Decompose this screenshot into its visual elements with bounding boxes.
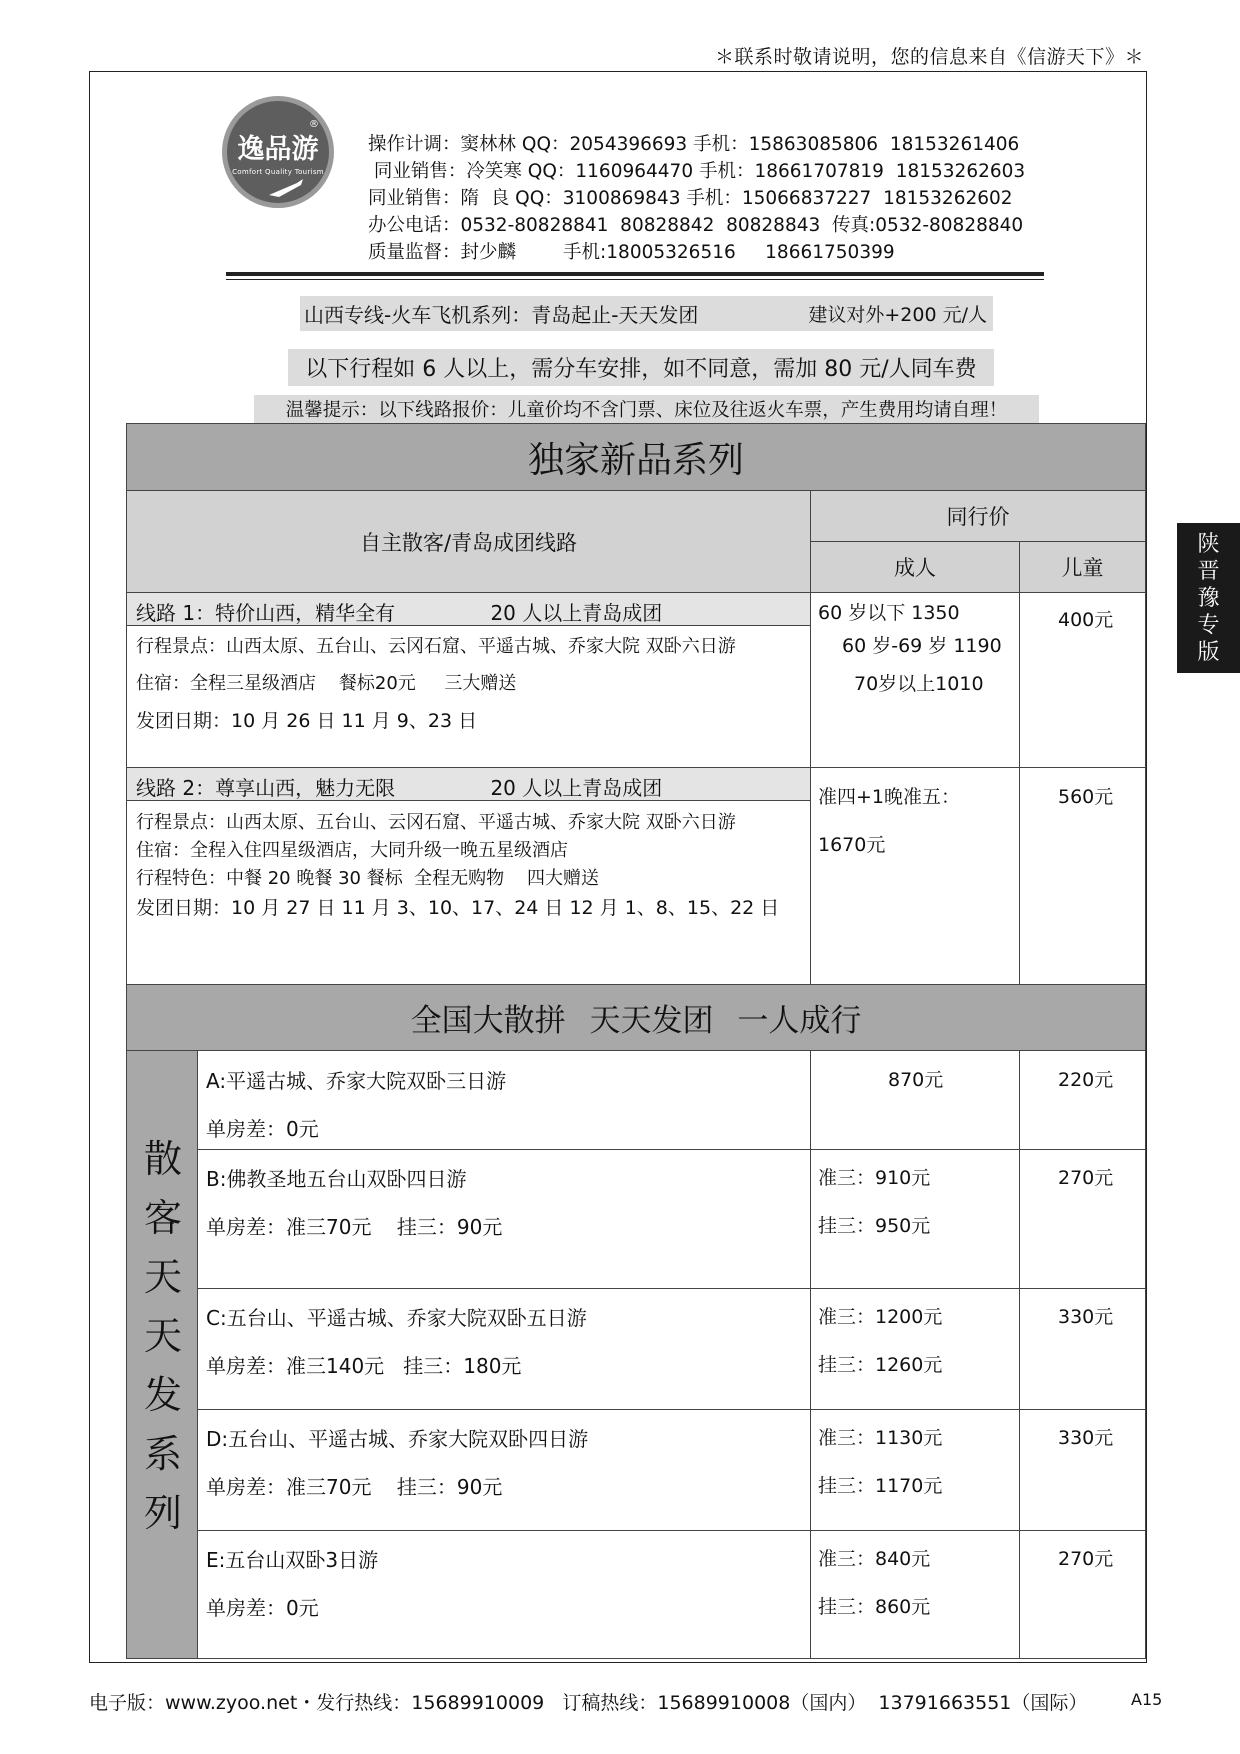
single-room-diff: 单房差：准三70元 挂三：90元 [206,1215,503,1239]
adult-price: 准三：840元 [818,1548,931,1570]
divider [226,272,1044,276]
route-line: 住宿：全程入住四星级酒店，大同升级一晚五星级酒店 [136,840,568,861]
side-tab-char: 晋 [1197,559,1220,584]
child-price: 270元 [1058,1548,1114,1570]
route-line: 发团日期：10 月 27 日 11 月 3、10、17、24 日 12 月 1、8、15、22 日 [136,897,780,919]
series-banner [300,296,993,331]
adult-price: 挂三：1170元 [818,1475,943,1497]
col-header-child: 儿童 [1019,541,1146,593]
plane-icon [267,177,307,199]
child-price: 330元 [1058,1427,1114,1449]
adult-price: 60 岁以下 1350 [818,602,960,624]
daily-route-name: E:五台山双卧3日游 [206,1548,379,1572]
route-head: 线路 1：特价山西，精华全有 20 人以上青岛成团 [136,601,663,625]
route-line: 住宿：全程三星级酒店 餐标20元 三大赠送 [136,673,517,694]
single-room-diff: 单房差：准三70元 挂三：90元 [206,1475,503,1499]
divider [226,279,1044,280]
single-room-diff: 单房差：准三140元 挂三：180元 [206,1354,522,1378]
section-title-daily: 全国大散拼 天天发团 一人成行 [126,984,1146,1051]
adult-price: 准三：910元 [818,1167,931,1189]
daily-route-name: B:佛教圣地五台山双卧四日游 [206,1167,467,1191]
footer-contacts: 电子版：www.zyoo.net・发行热线：15689910009 订稿热线：15689910008（国内） 13791663551（国际） [89,1692,1088,1714]
route-line: 行程特色：中餐 20 晚餐 30 餐标 全程无购物 四大赠送 [136,868,600,889]
side-tab-char: 豫 [1197,586,1220,611]
registered-mark: ® [309,119,319,130]
tip-banner: 温馨提示：以下线路报价：儿童价均不含门票、床位及往返火车票，产生费用均请自理！ [254,395,1039,423]
logo-tagline: Comfort Quality Tourism [232,168,324,176]
child-price: 270元 [1058,1167,1114,1189]
side-tab-char: 陕 [1197,532,1220,557]
group-notice: 以下行程如 6 人以上，需分车安排，如不同意，需加 80 元/人同车费 [288,349,994,386]
adult-price: 1670元 [818,834,886,856]
single-room-diff: 单房差：0元 [206,1596,319,1620]
contact-line: 操作计调：窦林林 QQ：2054396693 手机：15863085806 18153261406 [368,134,1020,155]
route-line: 发团日期：10 月 26 日 11 月 9、23 日 [136,710,478,732]
daily-route-name: D:五台山、平遥古城、乔家大院双卧四日游 [206,1427,589,1451]
daily-route-name: A:平遥古城、乔家大院双卧三日游 [206,1069,507,1093]
series-title: 山西专线-火车飞机系列：青岛起止-天天发团 [304,303,699,327]
col-header-adult: 成人 [810,541,1020,593]
child-price: 400元 [1058,609,1114,631]
region-side-tab [1177,523,1240,673]
company-logo [222,96,334,208]
adult-price: 60 岁-69 岁 1190 [842,635,1002,657]
route-head: 线路 2：尊享山西，魅力无限 20 人以上青岛成团 [136,776,663,800]
contact-line: 质量监督：封少麟 手机:18005326516 18661750399 [368,242,895,263]
adult-price: 准三：1200元 [818,1306,943,1328]
vertical-label: 散 客 天 天 发 系 列 [143,1137,182,1535]
child-price: 560元 [1058,786,1114,808]
adult-price: 挂三：1260元 [818,1354,943,1376]
route-line: 行程景点：山西太原、五台山、云冈石窟、平遥古城、乔家大院 双卧六日游 [136,812,736,833]
route-line: 行程景点：山西太原、五台山、云冈石窟、平遥古城、乔家大院 双卧六日游 [136,636,736,657]
single-room-diff: 单房差：0元 [206,1117,319,1141]
adult-price: 挂三：950元 [818,1215,931,1237]
contact-line: 同业销售：隋 良 QQ：3100869843 手机：15066837227 18153262602 [368,188,1013,209]
side-tab-char: 版 [1197,640,1220,665]
suggest-price: 建议对外+200 元/人 [808,304,987,326]
adult-price: 准三：1130元 [818,1427,943,1449]
adult-price: 挂三：860元 [818,1596,931,1618]
contact-line: 同业销售：冷笑寒 QQ：1160964470 手机：18661707819 18153262603 [368,161,1026,182]
adult-price: 870元 [888,1069,944,1091]
adult-price: 70岁以上1010 [854,673,984,695]
child-price: 220元 [1058,1069,1114,1091]
logo-name: 逸品游 [237,134,319,165]
section-title-exclusive: 独家新品系列 [126,423,1146,491]
col-header-route: 自主散客/青岛成团线路 [126,490,811,593]
contact-line: 办公电话：0532-80828841 80828842 80828843 传真:0532-80828840 [368,215,1024,236]
daily-route-name: C:五台山、平遥古城、乔家大院双卧五日游 [206,1306,587,1330]
adult-price: 准四+1晚准五： [818,786,961,808]
side-tab-char: 专 [1197,613,1220,638]
col-header-price: 同行价 [810,490,1146,542]
child-price: 330元 [1058,1306,1114,1328]
page-number: A15 [1131,1690,1163,1709]
source-note: ＊联系时敬请说明，您的信息来自《信游天下》＊ [714,46,1144,68]
